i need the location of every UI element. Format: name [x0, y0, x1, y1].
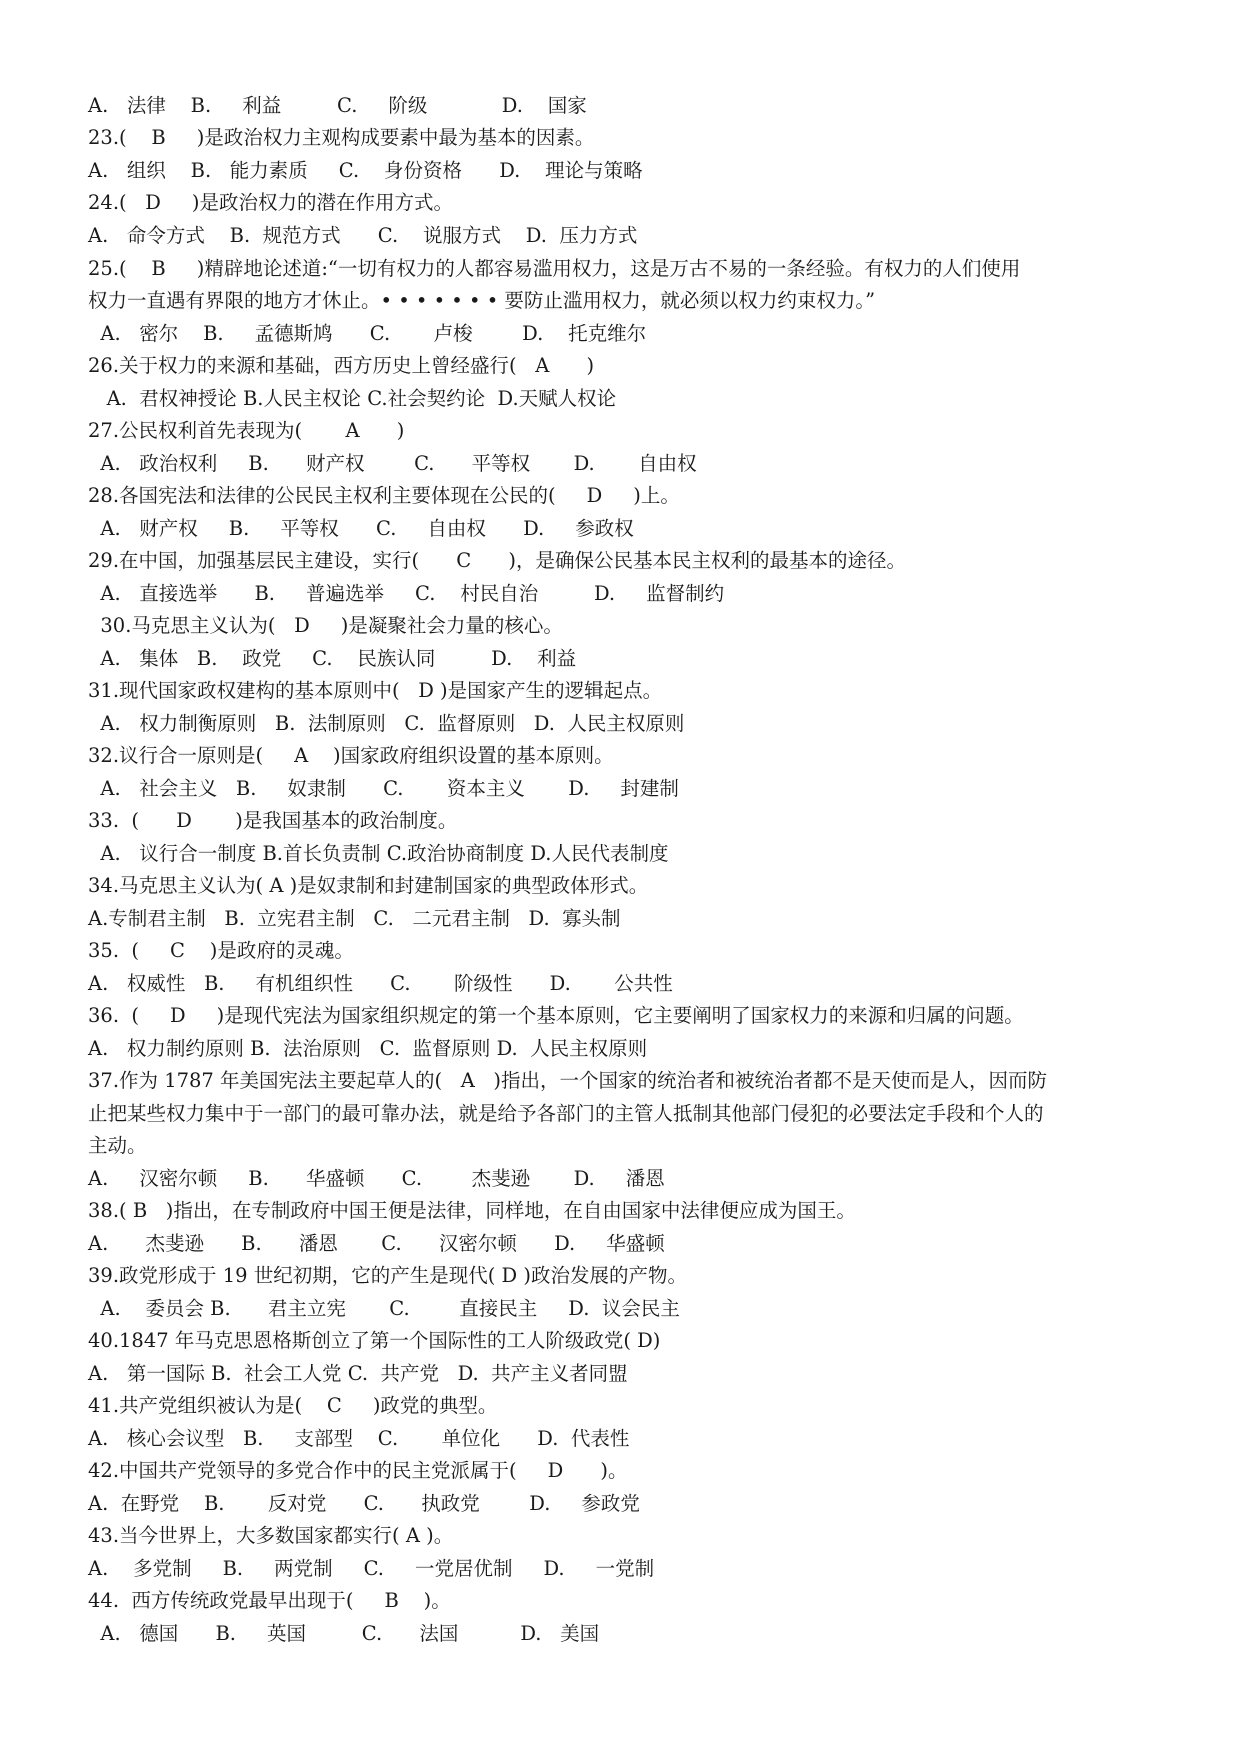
- question-line: 主动。: [88, 1134, 147, 1157]
- question-line: 43.当今世界上，大多数国家都实行( A )。: [88, 1524, 454, 1547]
- question-line: 36. ( D )是现代宪法为国家组织规定的第一个基本原则，它主要阐明了国家权力的来源和归属的问题。: [88, 1004, 1024, 1027]
- question-line: 40.1847 年马克思恩格斯创立了第一个国际性的工人阶级政党( D): [88, 1329, 661, 1352]
- option-line: A. 集体 B. 政党 C. 民族认同 D. 利益: [88, 647, 577, 670]
- option-line: A. 德国 B. 英国 C. 法国 D. 美国: [88, 1622, 600, 1645]
- option-line: A. 权威性 B. 有机组织性 C. 阶级性 D. 公共性: [88, 972, 673, 995]
- question-line: 37.作为 1787 年美国宪法主要起草人的( A )指出，一个国家的统治者和被统治者都不是天使而是人，因而防: [88, 1069, 1048, 1092]
- question-line: 33. ( D )是我国基本的政治制度。: [88, 809, 458, 832]
- question-line: 止把某些权力集中于一部门的最可靠办法，就是给予各部门的主管人抵制其他部门侵犯的必要法定手段和个人的: [88, 1102, 1044, 1125]
- question-line: 23.( B )是政治权力主观构成要素中最为基本的因素。: [88, 126, 595, 149]
- question-line: 权力一直遇有界限的地方才休止。• • • • • • • 要防止滥用权力，就必须以权力约束权力。”: [88, 289, 876, 312]
- option-line: A. 直接选举 B. 普遍选举 C. 村民自治 D. 监督制约: [88, 582, 725, 605]
- option-line: A. 多党制 B. 两党制 C. 一党居优制 D. 一党制: [88, 1557, 655, 1580]
- option-line: A. 委员会 B. 君主立宪 C. 直接民主 D. 议会民主: [88, 1297, 680, 1320]
- option-line: A. 君权神授论 B.人民主权论 C.社会契约论 D.天赋人权论: [88, 387, 617, 410]
- question-line: 26.关于权力的来源和基础，西方历史上曾经盛行( A ): [88, 354, 595, 377]
- option-line: A. 命令方式 B. 规范方式 C. 说服方式 D. 压力方式: [88, 224, 638, 247]
- option-line: A. 议行合一制度 B.首长负责制 C.政治协商制度 D.人民代表制度: [88, 842, 669, 865]
- option-line: A. 权力制衡原则 B. 法制原则 C. 监督原则 D. 人民主权原则: [88, 712, 685, 735]
- question-line: 27.公民权利首先表现为( A ): [88, 419, 405, 442]
- question-line: 31.现代国家政权建构的基本原则中( D )是国家产生的逻辑起点。: [88, 679, 663, 702]
- option-line: A.专制君主制 B. 立宪君主制 C. 二元君主制 D. 寡头制: [88, 907, 621, 930]
- question-line: 41.共产党组织被认为是( C )政党的典型。: [88, 1394, 498, 1417]
- option-line: A. 社会主义 B. 奴隶制 C. 资本主义 D. 封建制: [88, 777, 679, 800]
- question-line: 42.中国共产党领导的多党合作中的民主党派属于( D )。: [88, 1459, 628, 1482]
- option-line: A. 杰斐逊 B. 潘恩 C. 汉密尔顿 D. 华盛顿: [88, 1232, 665, 1255]
- question-line: 32.议行合一原则是( A )国家政府组织设置的基本原则。: [88, 744, 614, 767]
- option-line: A. 权力制约原则 B. 法治原则 C. 监督原则 D. 人民主权原则: [88, 1037, 648, 1060]
- question-line: 25.( B )精辟地论述道:“一切有权力的人都容易滥用权力，这是万古不易的一条经验。有权力的人们使用: [88, 257, 1021, 280]
- question-line: 24.( D )是政治权力的潜在作用方式。: [88, 191, 453, 214]
- option-line: A. 组织 B. 能力素质 C. 身份资格 D. 理论与策略: [88, 159, 643, 182]
- question-line: 38.( B )指出，在专制政府中国王便是法律，同样地，在自由国家中法律便应成为国王。: [88, 1199, 856, 1222]
- option-line: A. 在野党 B. 反对党 C. 执政党 D. 参政党: [88, 1492, 640, 1515]
- question-line: 44. 西方传统政党最早出现于( B )。: [88, 1589, 451, 1612]
- option-line: A. 政治权利 B. 财产权 C. 平等权 D. 自由权: [88, 452, 697, 475]
- question-line: 30.马克思主义认为( D )是凝聚社会力量的核心。: [88, 614, 563, 637]
- question-line: 39.政党形成于 19 世纪初期，它的产生是现代( D )政治发展的产物。: [88, 1264, 687, 1287]
- question-line: 29.在中国，加强基层民主建设，实行( C )，是确保公民基本民主权利的最基本的途径。: [88, 549, 907, 572]
- option-line: A. 汉密尔顿 B. 华盛顿 C. 杰斐逊 D. 潘恩: [88, 1167, 665, 1190]
- question-line: 34.马克思主义认为( A )是奴隶制和封建制国家的典型政体形式。: [88, 874, 649, 897]
- option-line: A. 核心会议型 B. 支部型 C. 单位化 D. 代表性: [88, 1427, 630, 1450]
- option-line: A. 密尔 B. 孟德斯鸠 C. 卢梭 D. 托克维尔: [88, 322, 647, 345]
- question-line: 35. ( C )是政府的灵魂。: [88, 939, 354, 962]
- question-line: 28.各国宪法和法律的公民民主权利主要体现在公民的( D )上。: [88, 484, 680, 507]
- option-line: A. 财产权 B. 平等权 C. 自由权 D. 参政权: [88, 517, 634, 540]
- option-line: A. 第一国际 B. 社会工人党 C. 共产党 D. 共产主义者同盟: [88, 1362, 628, 1385]
- option-line: A. 法律 B. 利益 C. 阶级 D. 国家: [88, 94, 587, 117]
